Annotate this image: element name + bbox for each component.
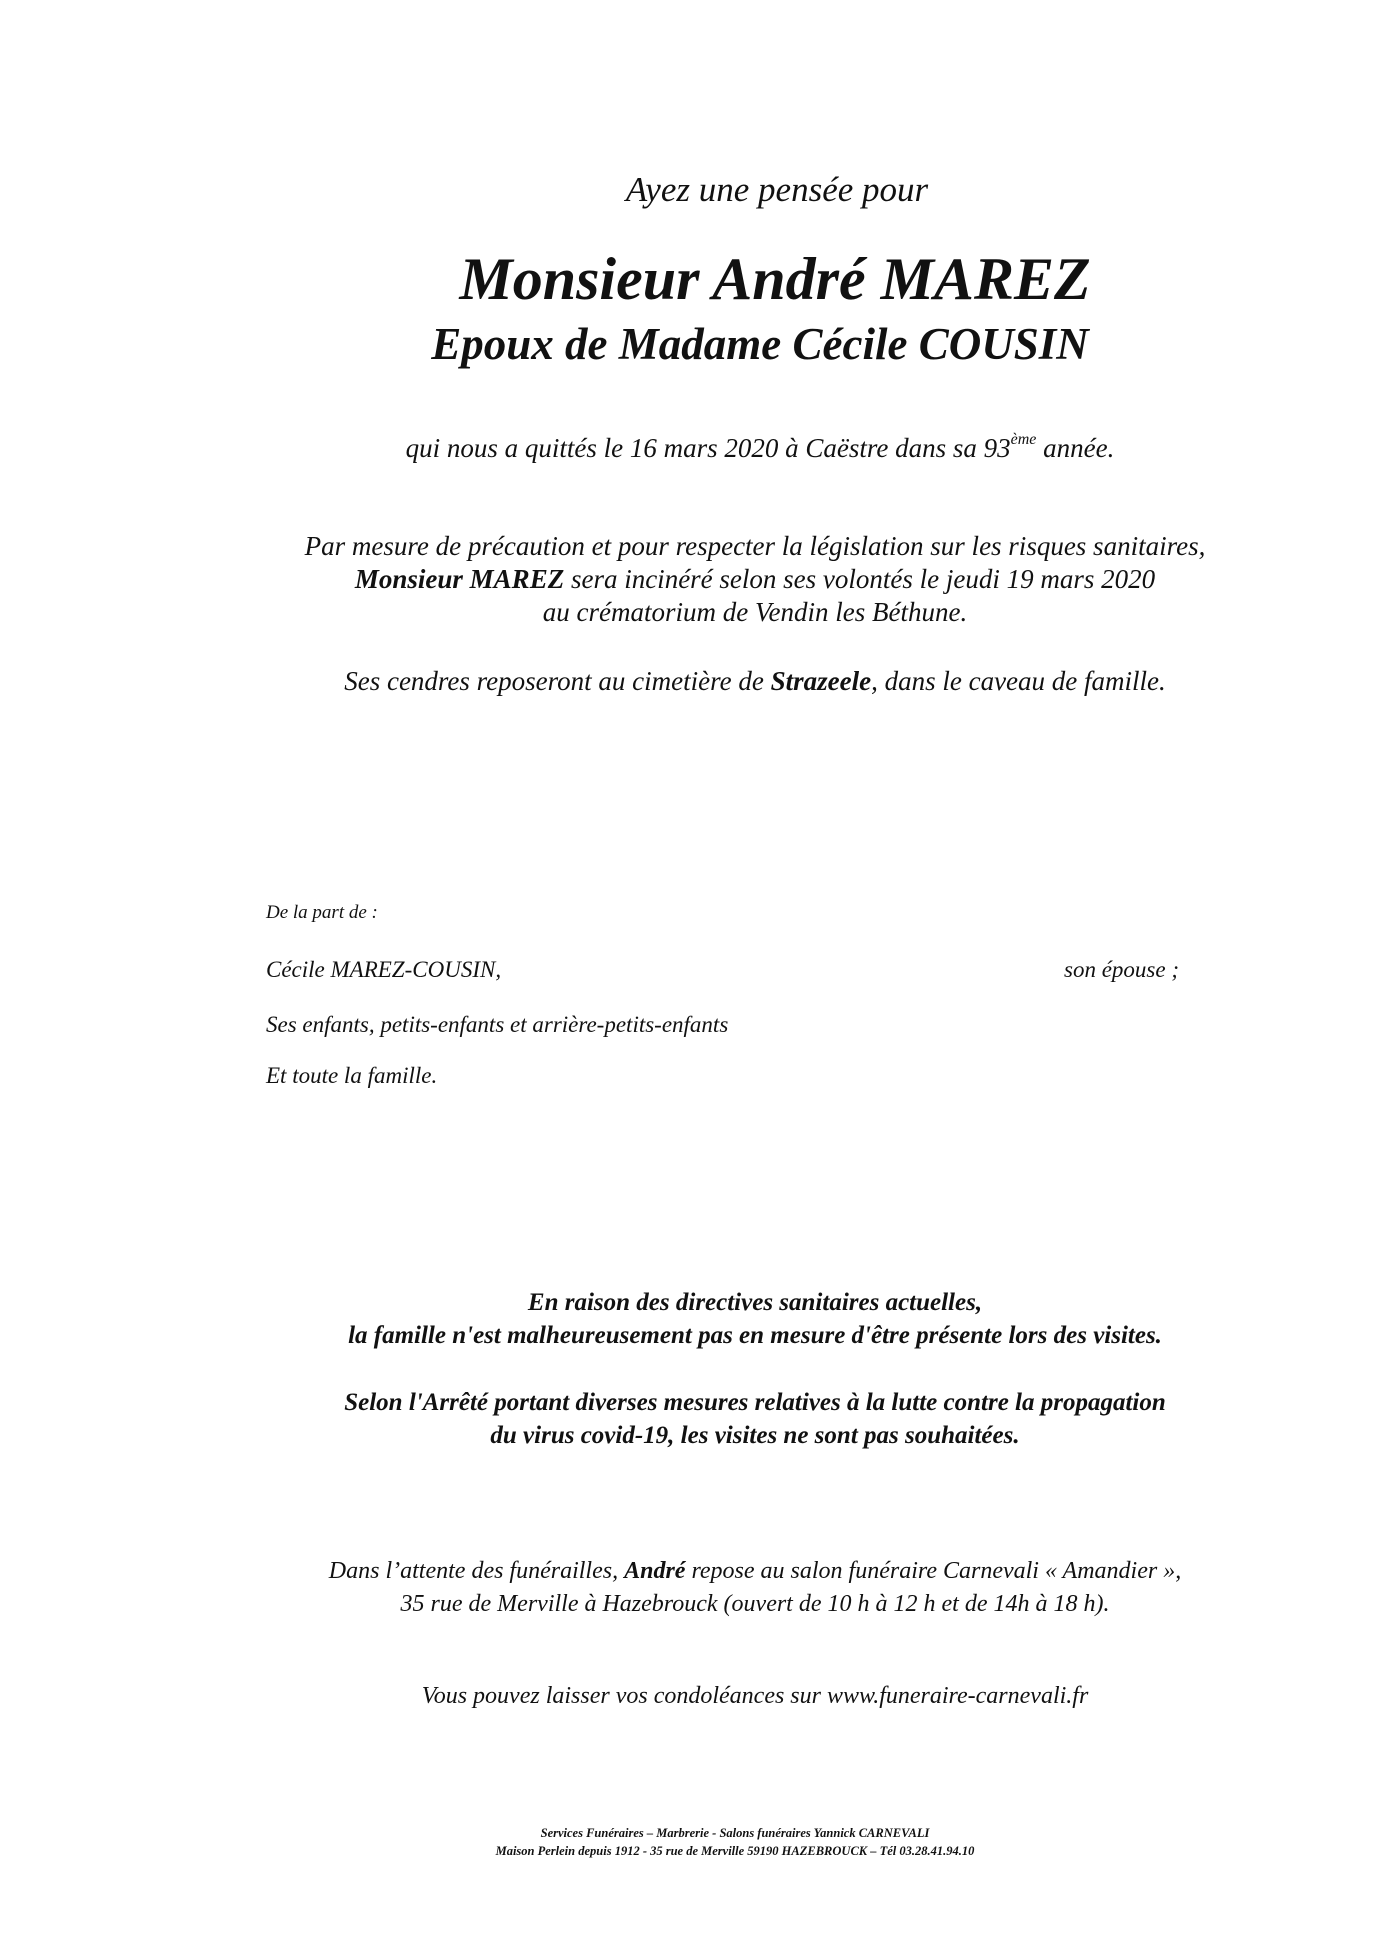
visitation-name: André [624,1558,686,1584]
deceased-name: Monsieur André MAREZ [459,246,1091,312]
death-notice-text: qui nous a quittés le 16 mars 2020 à Caëstre dans sa 93 [405,433,1011,463]
death-notice [380,433,1140,464]
footer [430,1824,1040,1860]
footer-line-2: Maison Perlein depuis 1912 - 35 rue de Merville 59190 HAZEBROUCK – Tél 03.28.41.94.10 [495,1844,975,1858]
from-label: De la part de : [266,902,378,923]
visitation-paragraph [230,1555,1280,1621]
ashes-text: Ses cendres reposeront au cimetière de [344,666,771,696]
family-row-family: Et toute la famille. [266,1063,438,1088]
family-name: Cécile MAREZ-COUSIN, [266,957,502,982]
sanitary-notice-2 [230,1386,1280,1452]
family-row-spouse [266,957,1179,983]
sanitary-notice-1-line-2: la famille n'est malheureusement pas en mesure d'être présente lors des visites. [348,1322,1162,1349]
ashes-paragraph [230,665,1280,698]
sanitary-notice-2-line-1: Selon l'Arrêté portant diverses mesures relatives à la lutte contre la propagation [344,1389,1166,1416]
condolences-line: Vous pouvez laisser vos condoléances sur www.funeraire-carnevali.fr [421,1683,1089,1709]
intro-line: Ayez une pensée pour [625,170,929,209]
cremation-paragraph [230,530,1280,629]
ordinal-suffix: ème [1010,431,1037,448]
family-relation: son épouse ; [1064,957,1179,982]
cremation-name: Monsieur MAREZ [354,564,565,594]
death-notice-end: année. [1036,433,1115,463]
sanitary-notice-1-line-1: En raison des directives sanitaires actuelles, [527,1289,983,1316]
ashes-place: Strazeele [770,666,872,696]
family-row-children: Ses enfants, petits-enfants et arrière-petits-enfants [266,1012,729,1037]
ashes-text-end: , dans le caveau de famille. [871,666,1166,696]
footer-line-1: Services Funéraires – Marbrerie - Salons funéraires Yannick CARNEVALI [540,1826,930,1840]
cremation-line-2 [230,563,1280,596]
cremation-line-2-rest: sera incinéré selon ses volontés le jeudi 19 mars 2020 [564,564,1156,594]
visitation-text: Dans l’attente des funérailles, [328,1558,625,1584]
visitation-line-2: 35 rue de Merville à Hazebrouck (ouvert de 10 h à 12 h et de 14h à 18 h). [400,1591,1110,1617]
spouse-line: Epoux de Madame Cécile COUSIN [431,319,1089,369]
sanitary-notice-2-line-2: du virus covid-19, les visites ne sont pas souhaitées. [490,1422,1020,1449]
visitation-text-end: repose au salon funéraire Carnevali « Amandier », [685,1558,1182,1584]
cremation-line-3: au crématorium de Vendin les Béthune. [542,597,968,627]
visitation-line-1 [230,1555,1280,1588]
sanitary-notice-1 [230,1286,1280,1352]
cremation-line-1: Par mesure de précaution et pour respecter la législation sur les risques sanitaires, [304,531,1206,561]
